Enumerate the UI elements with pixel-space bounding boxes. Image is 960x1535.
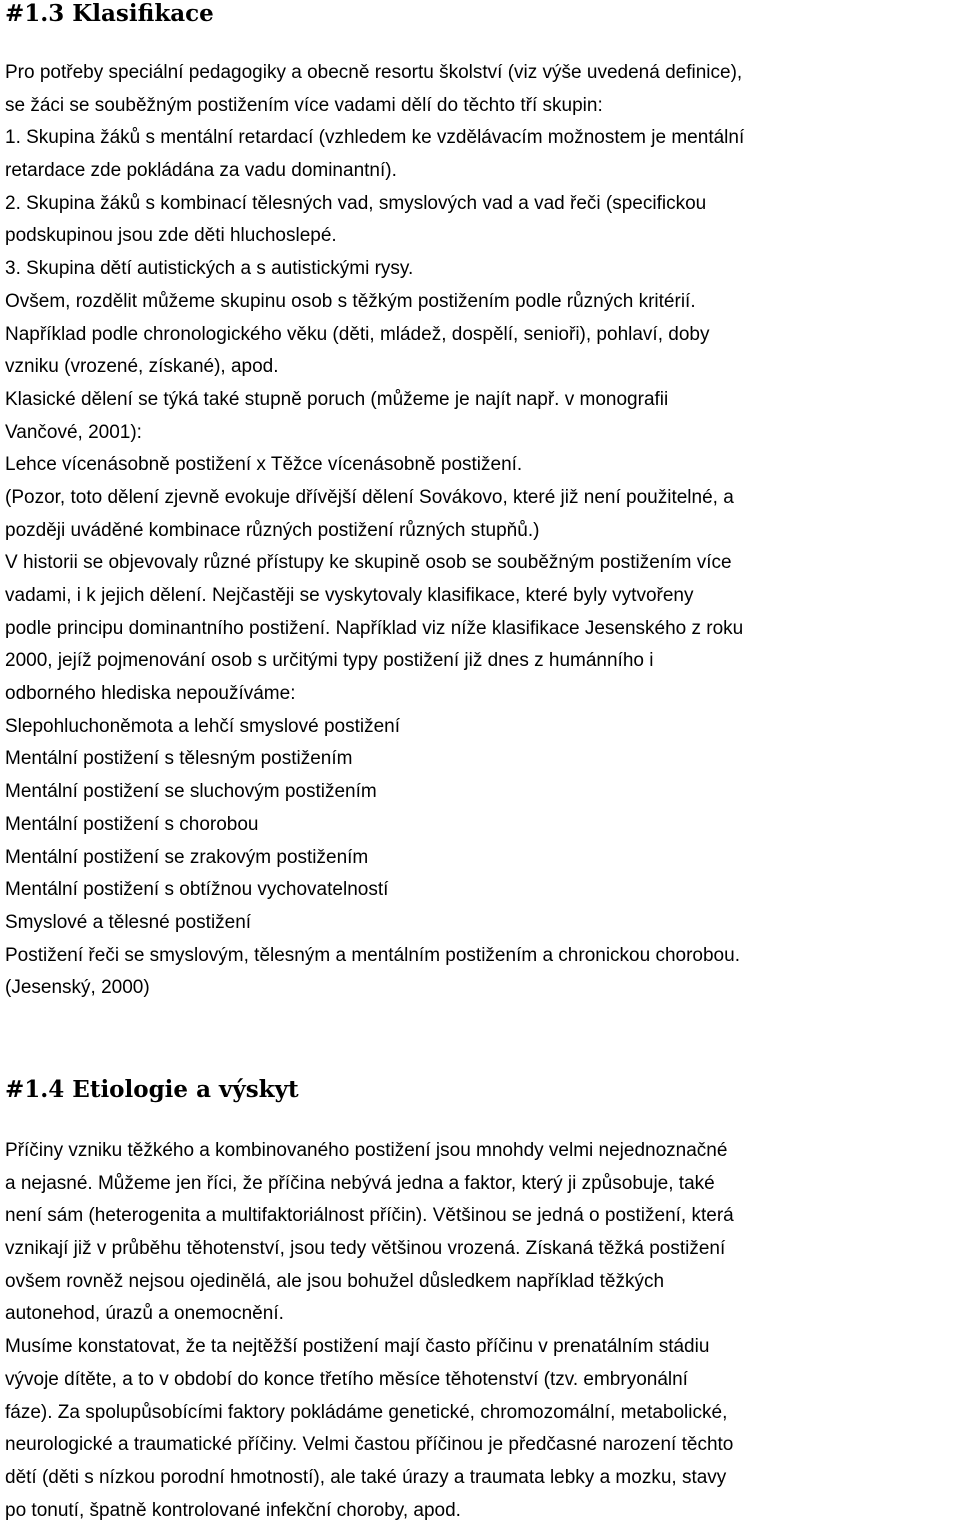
text-line: Klasické dělení se týká také stupně poruch (můžeme je najít např. v monografii: [5, 388, 669, 410]
text-line: neurologické a traumatické příčiny. Velmi častou příčinou je předčasné narození těchto: [5, 1434, 734, 1456]
text-line: (Jesenský, 2000): [5, 977, 150, 999]
text-line: fáze). Za spolupůsobícími faktory pokládáme genetické, chromozomální, metabolické,: [5, 1401, 728, 1423]
text-line: vznikají již v průběhu těhotenství, jsou tedy většinou vrozená. Získaná těžká postižení: [5, 1238, 726, 1260]
text-line: retardace zde pokládána za vadu dominantní).: [5, 160, 397, 182]
text-line: podle principu dominantního postižení. Například viz níže klasifikace Jesenského z roku: [5, 617, 744, 639]
text-line: není sám (heterogenita a multifaktoriálnost příčin). Většinou se jedná o postižení, která: [5, 1205, 734, 1227]
text-line: vadami, i k jejich dělení. Nejčastěji se vyskytovaly klasifikace, které byly vytvořeny: [5, 585, 694, 606]
text-line: Musíme konstatovat, že ta nejtěžší postižení mají často příčinu v prenatálním stádiu: [5, 1336, 710, 1358]
text-line: ovšem rovněž nejsou ojedinělá, ale jsou bohužel důsledkem například těžkých: [5, 1270, 665, 1292]
text-line: Postižení řeči se smyslovým, tělesným a mentálním postižením a chronickou chorobou.: [5, 944, 740, 966]
text-line: Například podle chronologického věku (děti, mládež, dospělí, senioři), pohlaví, doby: [5, 323, 710, 345]
text-line: Mentální postižení s chorobou: [5, 813, 259, 835]
text-line: Vančové, 2001):: [5, 421, 142, 443]
section-heading-klasifikace: #1.3 Klasifikace: [5, 0, 214, 27]
text-line: Mentální postižení s tělesným postižením: [5, 748, 353, 770]
text-line: Slepohluchoněmota a lehčí smyslové postižení: [5, 715, 401, 737]
text-line: Mentální postižení se zrakovým postižením: [5, 846, 369, 868]
text-line: autonehod, úrazů a onemocnění.: [5, 1303, 284, 1325]
section-heading-etiologie: #1.4 Etiologie a výskyt: [5, 1076, 299, 1103]
text-line: Příčiny vzniku těžkého a kombinovaného postižení jsou mnohdy velmi nejednoznačné: [5, 1140, 728, 1161]
text-line: 1. Skupina žáků s mentální retardací (vzhledem ke vzdělávacím možnostem je mentální: [5, 127, 745, 149]
text-line: 3. Skupina dětí autistických a s autistickými rysy.: [5, 258, 414, 280]
text-line: vývoje dítěte, a to v období do konce třetího měsíce těhotenství (tzv. embryonální: [5, 1368, 688, 1390]
text-line: 2000, jejíž pojmenování osob s určitými typy postižení již dnes z humánního i: [5, 650, 654, 672]
text-line: (Pozor, toto dělení zjevně evokuje dřívější dělení Sovákovo, které již není použitelné, a: [5, 486, 734, 508]
text-line: dětí (děti s nízkou porodní hmotností), ale také úrazy a traumata lebky a mozku, stavy: [5, 1466, 727, 1488]
section-body-klasifikace: [5, 57, 957, 1005]
text-line: po tonutí, špatně kontrolované infekční choroby, apod.: [5, 1499, 461, 1521]
text-line: Lehce vícenásobně postižení x Těžce vícenásobně postižení.: [5, 454, 523, 476]
text-line: Mentální postižení s obtížnou vychovatelností: [5, 879, 389, 901]
text-line: později uváděné kombinace různých postižení různých stupňů.): [5, 519, 540, 541]
text-line: Ovšem, rozdělit můžeme skupinu osob s těžkým postižením podle různých kritérií.: [5, 290, 696, 312]
text-line: podskupinou jsou zde děti hluchoslepé.: [5, 225, 337, 247]
text-line: Pro potřeby speciální pedagogiky a obecně resortu školství (viz výše uvedená definice),: [5, 62, 743, 83]
text-line: Mentální postižení se sluchovým postižením: [5, 781, 377, 803]
text-line: vzniku (vrozené, získané), apod.: [5, 356, 279, 378]
text-line: 2. Skupina žáků s kombinací tělesných vad, smyslových vad a vad řeči (specifickou: [5, 192, 707, 214]
text-line: se žáci se souběžným postižením více vadami dělí do těchto tří skupin:: [5, 94, 603, 116]
text-line: odborného hlediska nepoužíváme:: [5, 683, 296, 705]
text-line: a nejasné. Můžeme jen říci, že příčina nebývá jedna a faktor, který ji způsobuje, také: [5, 1172, 715, 1194]
section-body-etiologie: [5, 1135, 957, 1527]
text-line: Smyslové a tělesné postižení: [5, 911, 252, 933]
text-line: V historii se objevovaly různé přístupy ke skupině osob se souběžným postižením více: [5, 552, 732, 574]
